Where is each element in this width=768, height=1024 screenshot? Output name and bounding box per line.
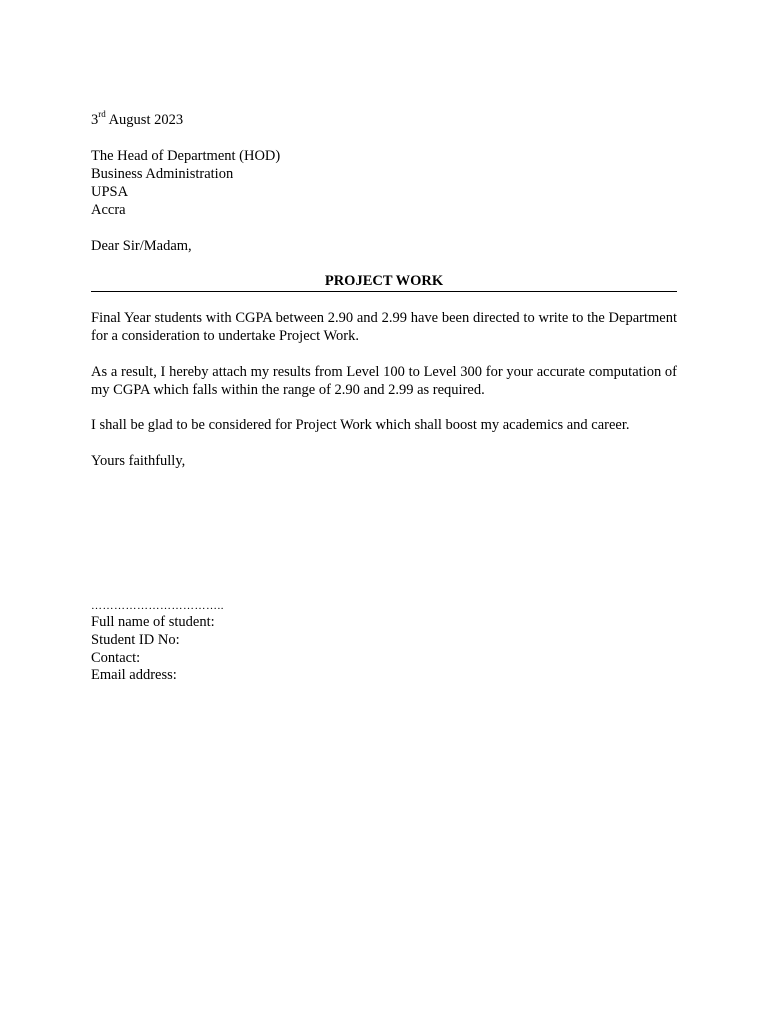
- subject-heading: PROJECT WORK: [91, 272, 677, 292]
- salutation: Dear Sir/Madam,: [91, 238, 192, 254]
- body-paragraph-3: I shall be glad to be considered for Project Work which shall boost my academics and career.: [91, 417, 630, 433]
- body-paragraph-2: As a result, I hereby attach my results from Level 100 to Level 300 for your accurate computation of my CGPA which falls within the range of 2.90 and 2.99 as required.: [91, 364, 677, 398]
- recipient-institution: UPSA: [91, 184, 129, 200]
- recipient-department: Business Administration: [91, 166, 234, 182]
- body-paragraph-1: Final Year students with CGPA between 2.90 and 2.99 have been directed to write to the Department for a consideration to undertake Project Work.: [91, 310, 677, 344]
- field-email: Email address:: [91, 667, 177, 683]
- signature-line: ……………………………..: [91, 600, 224, 612]
- date-suffix: rd: [98, 109, 106, 120]
- date-day: 3: [91, 112, 99, 128]
- recipient-city: Accra: [91, 202, 126, 218]
- field-contact: Contact:: [91, 650, 141, 666]
- field-full-name: Full name of student:: [91, 614, 215, 630]
- recipient-title: The Head of Department (HOD): [91, 148, 281, 164]
- closing: Yours faithfully,: [91, 453, 186, 469]
- letter-date: [91, 111, 183, 129]
- date-month-year: August 2023: [105, 112, 184, 128]
- letter-page: [91, 0, 677, 1024]
- field-student-id: Student ID No:: [91, 632, 180, 648]
